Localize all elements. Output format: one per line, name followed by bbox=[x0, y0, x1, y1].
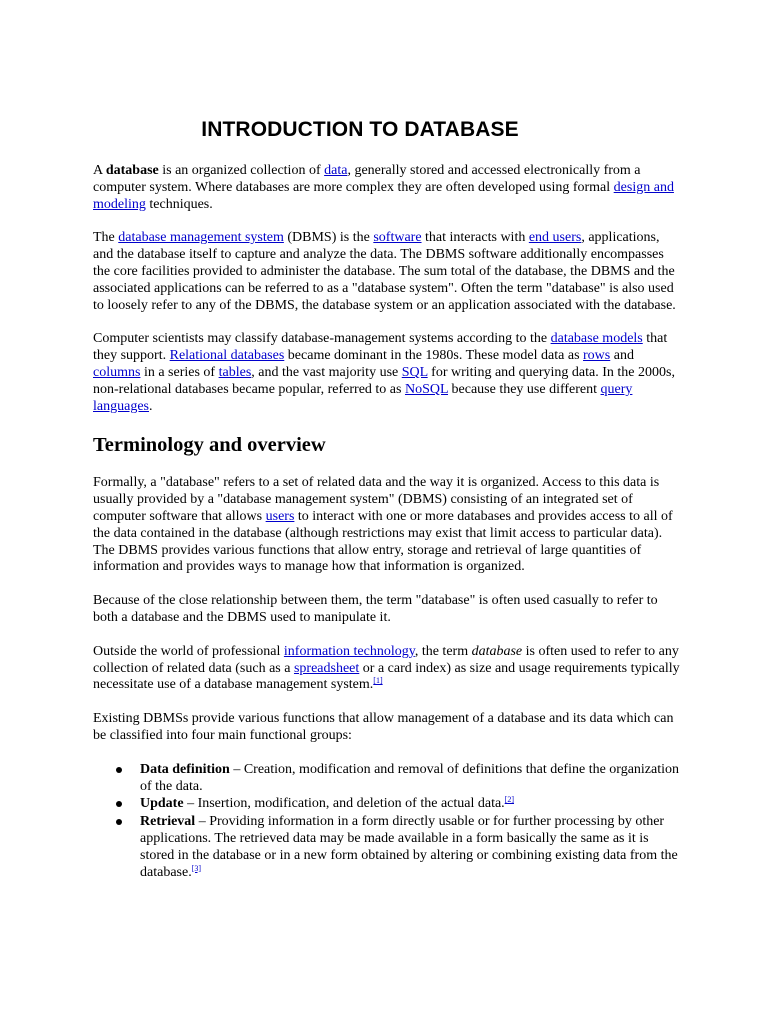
paragraph-dbms: The database management system (DBMS) is the software that interacts with end users, applications, and the database itself to capture and analyze the data. The DBMS software additionally encompasses the core facilities provided to administer the database. The sum total of the database, the DBMS and the associated applications can be referred to as a "database system". Often the term "database" is also used to loosely refer to any of the DBMS, the database system or an application associated with the database. bbox=[93, 230, 676, 313]
paragraph-functional-groups: Existing DBMSs provide various functions that allow management of a database and its data which can be classified into four main functional groups: bbox=[93, 711, 674, 743]
italic-term-database: database bbox=[471, 643, 523, 659]
link-database-models[interactable]: database models bbox=[550, 331, 643, 347]
bullet-icon bbox=[116, 767, 122, 773]
link-rows[interactable]: rows bbox=[583, 348, 611, 364]
link-software[interactable]: software bbox=[373, 230, 422, 246]
document-body bbox=[93, 163, 683, 882]
link-database-management-system[interactable]: database management system bbox=[118, 230, 284, 246]
link-query-languages[interactable]: query languages bbox=[93, 381, 633, 414]
paragraph-formally: Formally, a "database" refers to a set of related data and the way it is organized. Access to this data is usually provided by a "database management system" (DBMS) consisting of an integrated set of computer software that allows users to interact with one or more databases and provides access to all of the data contained in the database (although restrictions may exist that limit access to particular data). The DBMS provides various functions that allow entry, storage and retrieval of large quantities of information and provides ways to manage how that information is organized. bbox=[93, 475, 673, 575]
link-columns[interactable]: columns bbox=[93, 364, 141, 380]
link-design-and-modeling[interactable]: design and modeling bbox=[93, 179, 674, 212]
link-end-users[interactable]: end users bbox=[528, 230, 582, 246]
page-title: INTRODUCTION TO DATABASE bbox=[201, 118, 519, 141]
link-spreadsheet[interactable]: spreadsheet bbox=[293, 660, 360, 676]
paragraph-models: Computer scientists may classify database-management systems according to the database models that they support. Relational databases became dominant in the 1980s. These model data as rows and columns in a series of tables, and the vast majority use SQL for writing and querying data. In the 2000s, non-relational databases became popular, referred to as NoSQL because they use different query languages. bbox=[93, 331, 675, 414]
paragraph-intro: A database is an organized collection of data, generally stored and accessed electronically from a computer system. Where databases are more complex they are often developed using formal design and modeling techniques. bbox=[93, 163, 674, 212]
paragraph-outside-it: Outside the world of professional information technology, the term database is often used to refer to any collection of related data (such as a spreadsheet or a card index) as size and usage requirements typically necessitate use of a database management system.[1] bbox=[93, 643, 680, 693]
footnote-ref-1 bbox=[373, 676, 382, 685]
footnote-link-3[interactable]: [3] bbox=[191, 863, 202, 873]
link-users[interactable]: users bbox=[265, 508, 295, 524]
list-item: Update – Insertion, modification, and deletion of the actual data.[2] bbox=[140, 796, 683, 813]
list-item: Data definition – Creation, modification and removal of definitions that define the organization of the data. bbox=[140, 762, 683, 796]
link-sql[interactable]: SQL bbox=[401, 364, 428, 380]
functional-groups-list bbox=[93, 762, 683, 882]
footnote-ref-2 bbox=[505, 795, 514, 804]
bullet-icon bbox=[116, 819, 122, 825]
link-relational-databases[interactable]: Relational databases bbox=[169, 348, 285, 364]
bullet-icon bbox=[116, 801, 122, 807]
list-item: Retrieval – Providing information in a form directly usable or for further processing by other applications. The retrieved data may be made available in a form basically the same as it is stored in the database or in a new form obtained by altering or combining existing data from the database.[3] bbox=[140, 814, 683, 881]
link-information-technology[interactable]: information technology bbox=[283, 643, 415, 659]
section-heading: Terminology and overview bbox=[93, 434, 326, 457]
link-tables[interactable]: tables bbox=[218, 364, 252, 380]
footnote-link-1[interactable]: [1] bbox=[373, 676, 383, 686]
link-nosql[interactable]: NoSQL bbox=[404, 381, 449, 397]
bold-term-database: database bbox=[105, 163, 159, 178]
link-data[interactable]: data bbox=[324, 163, 348, 178]
footnote-link-2[interactable]: [2] bbox=[504, 795, 515, 805]
paragraph-relationship: Because of the close relationship between them, the term "database" is often used casually to refer to both a database and the DBMS used to manipulate it. bbox=[93, 593, 658, 625]
footnote-ref-3 bbox=[192, 864, 201, 873]
